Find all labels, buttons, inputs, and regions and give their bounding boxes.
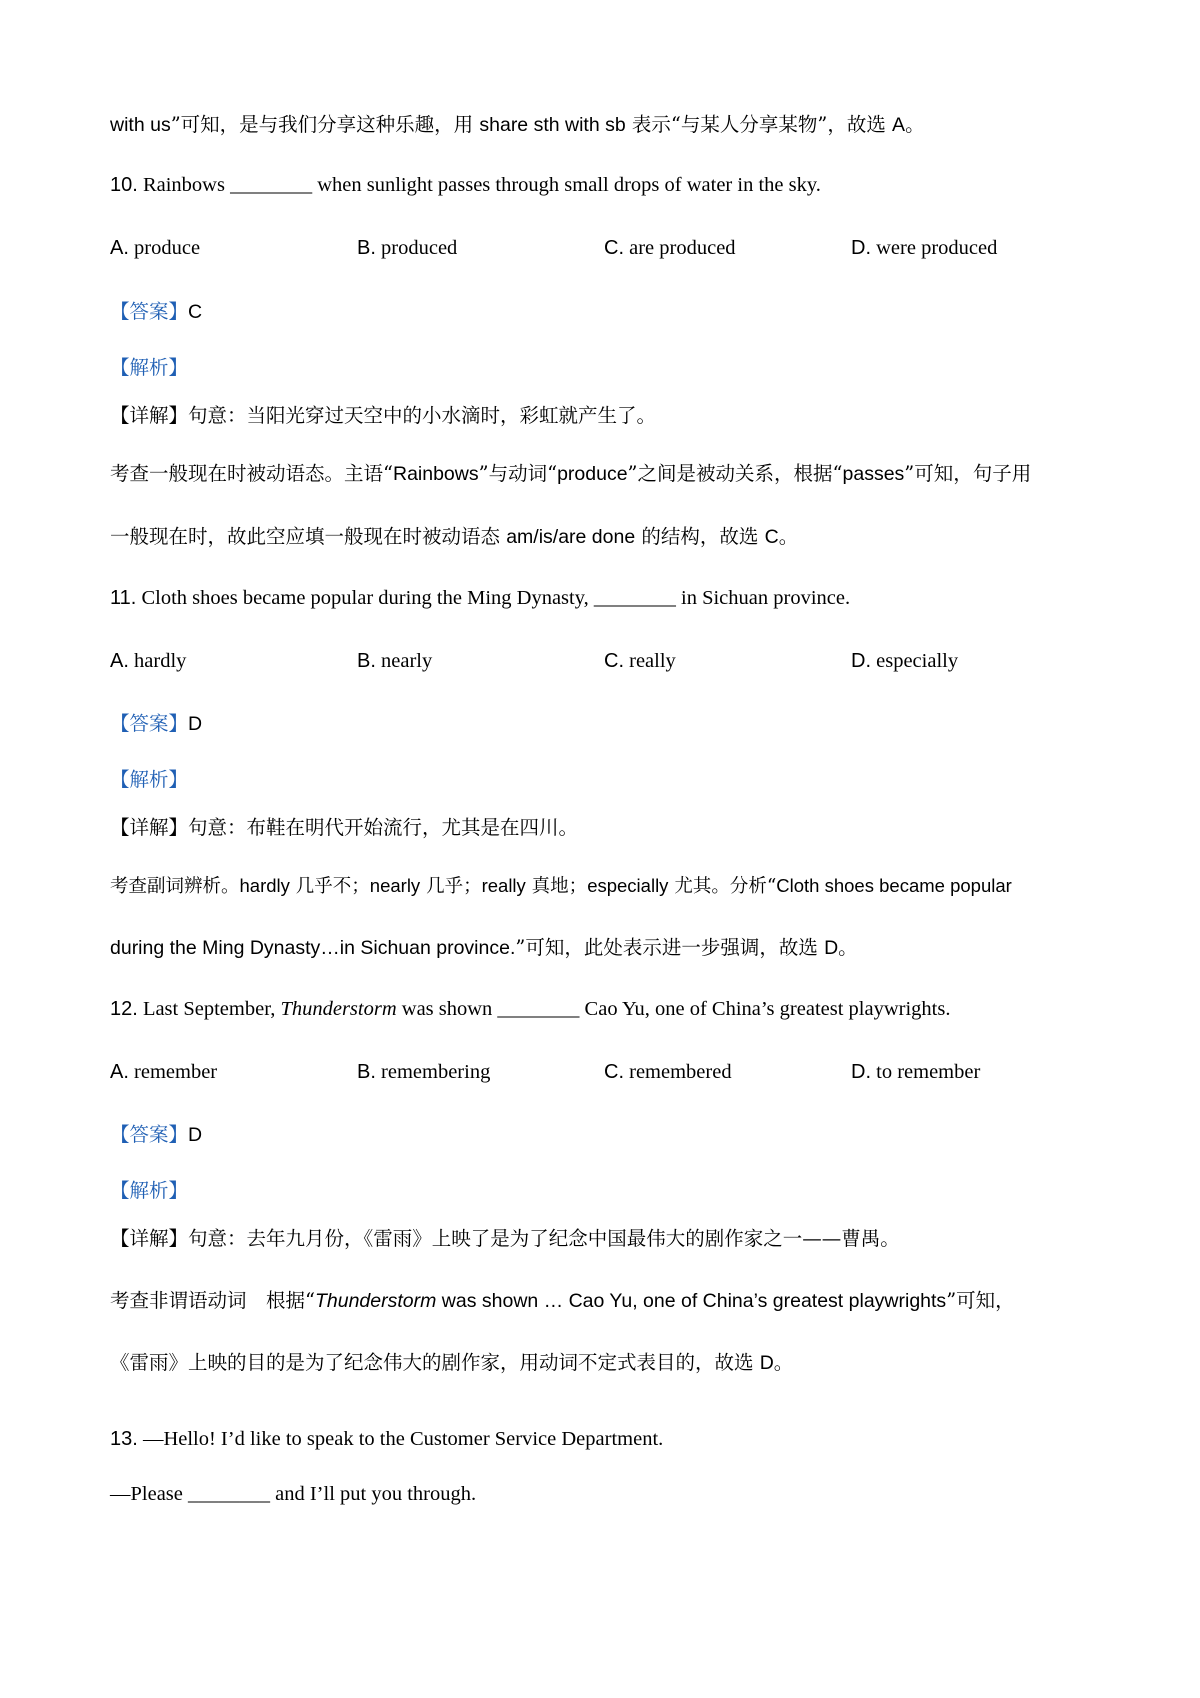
exp-term: especially: [587, 875, 669, 896]
option-letter: B.: [357, 237, 376, 259]
option-letter: D.: [851, 237, 871, 259]
q13-line2: [110, 1481, 476, 1507]
q10-number: 10.: [110, 174, 138, 196]
detail-tag: 【详解】: [110, 1227, 189, 1250]
q10-option-d: [851, 235, 997, 261]
intro-end: 。: [905, 113, 925, 136]
intro-lead: with us: [110, 114, 171, 136]
q12-explanation-line1: [110, 1288, 1015, 1314]
exp-term: nearly: [369, 875, 421, 896]
exp-term: really: [481, 875, 526, 896]
option-letter: A.: [110, 1061, 129, 1083]
option-text: are produced: [624, 237, 736, 259]
q12-detail: [110, 1226, 900, 1252]
option-text: remember: [128, 1061, 218, 1083]
q11-option-c: [604, 648, 676, 674]
q12-options: [110, 1059, 1100, 1085]
option-letter: A.: [110, 237, 129, 259]
exp-text: 几乎；: [420, 876, 482, 897]
q12-option-b: [357, 1059, 490, 1085]
q12-analysis: [110, 1178, 188, 1204]
option-text: to remember: [871, 1061, 981, 1083]
q11-number: 11.: [110, 587, 137, 609]
option-letter: C.: [604, 1061, 624, 1083]
intro-phrase: share sth with sb: [479, 114, 626, 136]
q10-stem-text: Rainbows ________ when sunlight passes through small drops of water in the sky.: [137, 174, 821, 196]
q13-number: 13.: [110, 1428, 138, 1450]
exp-term: hardly: [239, 875, 290, 896]
exp-text: 考查非谓语动词 根据“: [110, 1289, 315, 1312]
q12-explanation-line2: [110, 1350, 793, 1376]
exp-text: 考查一般现在时被动语态。主语“: [110, 462, 393, 485]
option-text: really: [624, 650, 676, 672]
q11-detail: [110, 815, 578, 841]
answer-value: D: [188, 1124, 203, 1146]
q10-options: [110, 235, 1100, 261]
option-text: hardly: [128, 650, 187, 672]
q10-answer: [110, 299, 202, 325]
exp-text: ”与动词“: [478, 462, 558, 485]
exp-title: Thunderstorm: [314, 1290, 437, 1312]
option-text: produce: [128, 237, 201, 259]
option-letter: A.: [110, 650, 129, 672]
exp-text: ”可知，此处表示进一步强调，故选: [515, 936, 825, 959]
exp-term: produce: [557, 463, 628, 485]
exp-term: C: [764, 526, 779, 548]
exp-text: ”可知，: [946, 1289, 1015, 1312]
answer-tag: 【答案】: [110, 1123, 189, 1146]
exp-text: 。: [773, 1351, 794, 1374]
exp-term: Cloth shoes became popular: [776, 875, 1012, 896]
intro-text1: ”可知，是与我们分享这种乐趣，用: [170, 113, 480, 136]
q13-stem-text: —Hello! I’d like to speak to the Customer Service Department.: [137, 1428, 664, 1450]
option-text: remembering: [375, 1061, 491, 1083]
q13-stem: [110, 1426, 663, 1452]
answer-value: C: [188, 301, 203, 323]
q12-stem-title: Thunderstorm: [280, 998, 397, 1020]
q11-explanation-line2: [110, 935, 858, 961]
option-text: especially: [871, 650, 959, 672]
q12-option-a: [110, 1059, 217, 1085]
q10-analysis: [110, 355, 188, 381]
exp-text: 《雷雨》上映的目的是为了纪念伟大的剧作家，用动词不定式表目的，故选: [110, 1351, 760, 1374]
q12-number: 12.: [110, 998, 138, 1020]
option-text: were produced: [871, 237, 998, 259]
exp-text: ”可知，句子用: [904, 462, 1032, 485]
option-text: nearly: [375, 650, 433, 672]
q11-option-a: [110, 648, 186, 674]
q10-stem: [110, 172, 821, 198]
detail-text: 句意：布鞋在明代开始流行，尤其是在四川。: [188, 816, 579, 839]
option-letter: C.: [604, 237, 624, 259]
q11-option-b: [357, 648, 432, 674]
q12-option-c: [604, 1059, 732, 1085]
intro-text2: 表示“与某人分享某物”，故选: [625, 113, 893, 136]
q12-stem-text: Last September,: [137, 998, 281, 1020]
exp-text: 真地；: [525, 876, 588, 897]
exp-text: 的结构，故选: [635, 525, 765, 548]
exp-text: ”之间是被动关系，根据“: [627, 462, 843, 485]
q10-option-a: [110, 235, 200, 261]
detail-text: 句意：当阳光穿过天空中的小水滴时，彩虹就产生了。: [188, 404, 657, 427]
q11-option-d: [851, 648, 958, 674]
q10-explanation-line1: [110, 461, 1031, 487]
detail-text: 句意：去年九月份，《雷雨》上映了是为了纪念中国最伟大的剧作家之一——曹禺。: [188, 1227, 900, 1250]
analysis-tag: 【解析】: [110, 1179, 189, 1202]
intro-line: [110, 112, 925, 138]
exp-text: 尤其。分析“: [668, 876, 777, 897]
detail-tag: 【详解】: [110, 816, 189, 839]
exp-term: during the Ming Dynasty…in Sichuan province.: [110, 937, 516, 959]
exp-text: 考查副词辨析。: [110, 876, 240, 897]
analysis-tag: 【解析】: [110, 768, 189, 791]
exp-text: 。: [838, 936, 858, 959]
option-text: produced: [375, 237, 458, 259]
q12-stem: [110, 996, 950, 1022]
detail-tag: 【详解】: [110, 404, 189, 427]
exp-term: D: [759, 1352, 774, 1374]
q13-line2-text: —Please ________ and I’ll put you through.: [110, 1483, 477, 1505]
exp-text: 几乎不；: [289, 876, 370, 897]
q10-option-c: [604, 235, 736, 261]
exp-term: D: [824, 937, 839, 959]
option-letter: C.: [604, 650, 624, 672]
exp-term: passes: [842, 463, 905, 485]
exp-term: was shown … Cao Yu, one of China’s greatest playwrights: [436, 1290, 947, 1312]
answer-tag: 【答案】: [110, 300, 189, 323]
q12-option-d: [851, 1059, 980, 1085]
option-text: remembered: [624, 1061, 732, 1083]
answer-value: D: [188, 713, 203, 735]
exp-text: 。: [778, 525, 799, 548]
exp-term: Rainbows: [392, 463, 479, 485]
q11-options: [110, 648, 1100, 674]
intro-choice: A: [892, 114, 906, 136]
option-letter: D.: [851, 1061, 871, 1083]
exp-term: am/is/are done: [506, 526, 636, 548]
q11-stem: [110, 585, 850, 611]
answer-tag: 【答案】: [110, 712, 189, 735]
q10-option-b: [357, 235, 457, 261]
option-letter: D.: [851, 650, 871, 672]
q12-answer: [110, 1122, 202, 1148]
q10-detail: [110, 403, 656, 429]
q11-analysis: [110, 767, 188, 793]
q10-explanation-line2: [110, 524, 798, 550]
q11-stem-text: Cloth shoes became popular during the Ming Dynasty, ________ in Sichuan province.: [136, 587, 851, 609]
option-letter: B.: [357, 1061, 376, 1083]
option-letter: B.: [357, 650, 376, 672]
q11-explanation-line1: [110, 873, 1012, 900]
q12-stem-text: was shown ________ Cao Yu, one of China’s greatest playwrights.: [396, 998, 951, 1020]
analysis-tag: 【解析】: [110, 356, 189, 379]
q11-answer: [110, 711, 202, 737]
exp-text: 一般现在时，故此空应填一般现在时被动语态: [110, 525, 507, 548]
